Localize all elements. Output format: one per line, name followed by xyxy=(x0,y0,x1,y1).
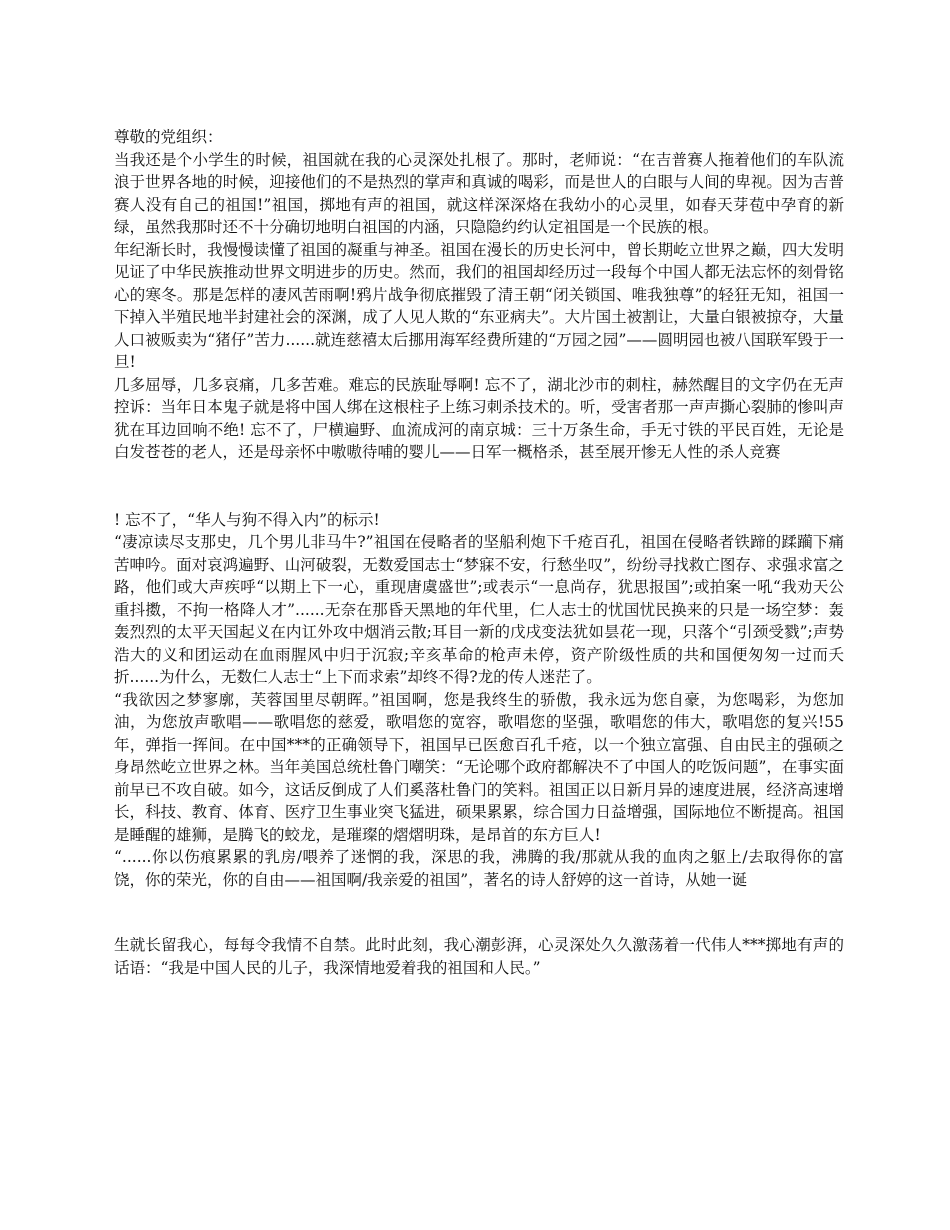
paragraph-history: 年纪渐长时，我慢慢读懂了祖国的凝重与神圣。祖国在漫长的历史长河中，曾长期屹立世界之巅，四大发明见证了中华民族推动世界文明进步的历史。然而，我们的祖国却经历过一段每个中国人都无法忘怀的刻骨铭心的寒冬。那是怎样的凄风苦雨啊!鸦片战争彻底摧毁了清王朝“闭关锁国、唯我独尊”的轻狂无知，祖国一下掉入半殖民地半封建社会的深渊，成了人见人欺的“东亚病夫”。大片国土被割让，大量白银被掠夺，大量人口被贩卖为“猪仔”苦力......就连慈禧太后挪用海军经费所建的“万园之园”——圆明园也被八国联军毁于一旦! xyxy=(114,240,844,371)
paragraph-closing: 生就长留我心，每每令我情不自禁。此时此刻，我心潮彭湃，心灵深处久久激荡着一代伟人***掷地有声的话语：“我是中国人民的儿子，我深情地爱着我的祖国和人民。” xyxy=(114,936,844,977)
paragraph-childhood: 当我还是个小学生的时候，祖国就在我的心灵深处扎根了。那时，老师说：“在吉普赛人拖着他们的车队流浪于世界各地的时候，迎接他们的不是热烈的掌声和真诚的喝彩，而是世人的白眼与人间的卑视。因为吉普赛人没有自己的祖国!”祖国，掷地有声的祖国，就这样深深烙在我幼小的心灵里，如春天芽苞中孕育的新绿，虽然我那时还不十分确切地明白祖国的内涵，只隐隐约约认定祖国是一个民族的根。 xyxy=(114,150,844,236)
paragraph-patriots: “凄凉读尽支那史，几个男儿非马牛?”祖国在侵略者的坚船利炮下千疮百孔，祖国在侵略者铁蹄的蹂躏下痛苦呻吟。面对哀鸿遍野、山河破裂，无数爱国志士“梦寐不安，行愁坐叹”，纷纷寻找救亡图存、求强求富之路，他们或大声疾呼“以期上下一心，重现唐虞盛世”;或表示“一息尚存，犹思报国”;或拍案一吼“我劝天公重抖擞，不拘一格降人才”......无奈在那昏天黑地的年代里，仁人志士的忧国忧民换来的只是一场空梦：轰轰烈烈的太平天国起义在内讧外攻中烟消云散;耳目一新的戊戌变法犹如昙花一现，只落个“引颈受戮”;声势浩大的义和团运动在血雨腥风中归于沉寂;辛亥革命的枪声未停，资产阶级性质的共和国便匆匆一过而夭折......为什么，无数仁人志士“上下而求索”却终不得?龙的传人迷茫了。 xyxy=(114,533,844,686)
paragraph-pride: “我欲因之梦寥廓，芙蓉国里尽朝晖。”祖国啊，您是我终生的骄傲，我永远为您自豪，为您喝彩，为您加油，为您放声歌唱——歌唱您的慈爱，歌唱您的宽容，歌唱您的坚强，歌唱您的伟大，歌唱您的复兴!55 年，弹指一挥间。在中国***的正确领导下，祖国早已医愈百孔千疮，以一个独立富强、自由民主的强硕之身昂然屹立世界之林。当年美国总统杜鲁门嘲笑：“无论哪个政府都解决不了中国人的吃饭问题”，在事实面前早已不攻自破。如今，这话反倒成了人们奚落杜鲁门的笑料。祖国正以日新月异的速度进展，经济高速增长，科技、教育、体育、医疗卫生事业突飞猛进，硕果累累，综合国力日益增强，国际地位不断提高。祖国是睡醒的雄狮，是腾飞的蛟龙，是璀璨的熠熠明珠，是昂首的东方巨人! xyxy=(114,690,844,844)
paragraph-sign: ! 忘不了，“华人与狗不得入内”的标示! xyxy=(114,510,380,529)
salutation: 尊敬的党组织： xyxy=(114,128,223,146)
document-body xyxy=(114,126,844,979)
page-break-gap xyxy=(114,464,844,509)
paragraph-poem: “......你以伤痕累累的乳房/喂养了迷惘的我，深思的我，沸腾的我/那就从我的血肉之躯上/去取得你的富饶，你的荣光，你的自由——祖国啊/我亲爱的祖国”，著名的诗人舒婷的这一首诗，从她一诞 xyxy=(114,848,844,889)
paragraph-humiliation: 几多屈辱，几多哀痛，几多苦难。难忘的民族耻辱啊! 忘不了，湖北沙市的刺柱，赫然醒目的文字仍在无声控诉：当年日本鬼子就是将中国人绑在这根柱子上练习刺杀技术的。听，受害者那一声声撕心裂肺的惨叫声犹在耳边回响不绝! 忘不了，尸横遍野、血流成河的南京城：三十万条生命，手无寸铁的平民百姓，无论是白发苍苍的老人，还是母亲怀中嗷嗷待哺的婴儿——日军一概格杀，甚至展开惨无人性的杀人竞赛 xyxy=(114,375,844,461)
page-break-gap xyxy=(114,891,844,934)
